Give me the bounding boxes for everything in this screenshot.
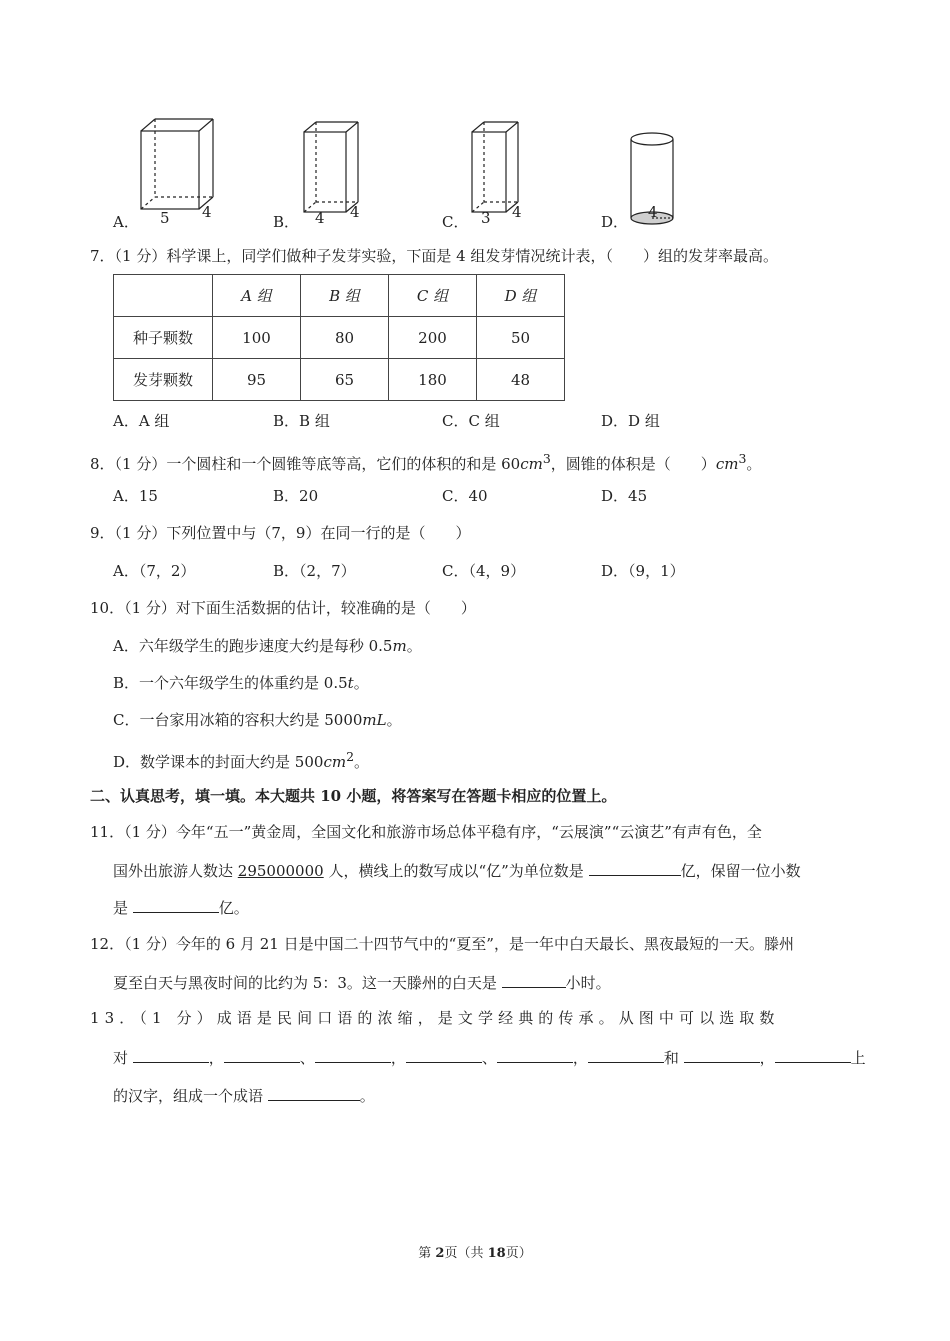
q10-c-post: 。: [386, 711, 402, 729]
q9-stem: 9．（1 分）下列位置中与（7，9）在同一行的是（ ）: [90, 524, 471, 542]
q7-table: [113, 274, 565, 401]
figure-a-bottom-dim: 5: [160, 209, 170, 227]
q8-option-c[interactable]: C．40: [442, 487, 488, 505]
q10-c-pre: C．一台家用冰箱的容积大约是 5000: [113, 711, 363, 729]
q10-a-post: 。: [406, 637, 422, 655]
footer-pre: 第: [418, 1246, 436, 1261]
q9-option-a[interactable]: A．（7，2）: [113, 562, 196, 580]
q13-blank-7[interactable]: [684, 1046, 760, 1063]
q9-option-b[interactable]: B．（2，7）: [273, 562, 356, 580]
figure-c-bottom-dim: 3: [481, 209, 491, 227]
figure-d-letter: D．: [601, 213, 629, 231]
q8-option-d[interactable]: D．45: [601, 487, 648, 505]
q11-l2-a: 国外出旅游人数达: [113, 862, 238, 880]
q11-line-1: 11．（1 分）今年“五一”黄金周，全国文化和旅游市场总体平稳有序，“云展演”“云演艺”有声有色，全: [90, 823, 762, 841]
q8-stem-b: ，圆锥的体积是（ ）: [550, 455, 716, 473]
footer-total: 18: [487, 1246, 506, 1261]
table-cell: 发芽颗数: [114, 359, 213, 401]
q11-blank-2[interactable]: [133, 896, 219, 913]
table-row: [114, 317, 565, 359]
q13-sep-6: 和: [663, 1049, 684, 1067]
q9-option-c[interactable]: C．（4，9）: [442, 562, 526, 580]
q13-l3-a: 的汉字，组成一个成语: [113, 1087, 268, 1105]
footer-post: 页）: [505, 1246, 532, 1261]
table-cell: 50: [477, 317, 565, 359]
q7-option-c[interactable]: C．C 组: [442, 412, 500, 430]
q8-sup: 3: [542, 451, 551, 466]
q13-blank-2[interactable]: [224, 1046, 300, 1063]
table-cell: 种子颗数: [114, 317, 213, 359]
q8-stem: [90, 449, 761, 474]
q13-sep-3: ，: [390, 1049, 406, 1067]
table-row: [114, 359, 565, 401]
q8-unit: cm: [520, 455, 543, 473]
q13-l2-end: 上: [850, 1049, 866, 1067]
section-2-heading: 二、认真思考，填一填。本大题共 10 小题，将答案写在答题卡相应的位置上。: [90, 787, 617, 805]
q13-line-3: [113, 1084, 375, 1106]
q9-option-d[interactable]: D．（9，1）: [601, 562, 685, 580]
table-cell: 65: [301, 359, 389, 401]
q10-stem: 10．（1 分）对下面生活数据的估计，较准确的是（ ）: [90, 599, 476, 617]
q13-sep-7: ，: [759, 1049, 775, 1067]
q12-l2-a: 夏至白天与黑夜时间的比约为 5：3。这一天滕州的白天是: [113, 974, 502, 992]
q10-b-post: 。: [353, 674, 369, 692]
q7-option-d[interactable]: D．D 组: [601, 412, 660, 430]
q10-option-c[interactable]: [113, 710, 402, 730]
q12-l2-b: 小时。: [565, 974, 611, 992]
figure-b-bottom-dim: 4: [315, 209, 325, 227]
footer-mid: 页（共: [444, 1246, 488, 1261]
table-row: [114, 275, 565, 317]
page-footer: [0, 1244, 950, 1264]
q12-blank[interactable]: [502, 971, 566, 988]
q10-option-a[interactable]: [113, 636, 422, 656]
q10-d-post: 。: [354, 753, 370, 771]
q11-line-3: [113, 896, 249, 918]
q13-l3-b: 。: [359, 1087, 375, 1105]
q10-d-sup: 2: [346, 749, 355, 764]
q10-b-unit: t: [347, 674, 354, 692]
table-header-cell: D 组: [477, 275, 565, 317]
table-header-cell: B 组: [301, 275, 389, 317]
table-cell: 180: [389, 359, 477, 401]
q13-l2-a: 对: [113, 1049, 133, 1067]
q11-l3-a: 是: [113, 899, 133, 917]
q11-l2-b: 人，横线上的数写成以“亿”为单位数是: [323, 862, 589, 880]
q8-option-a[interactable]: A．15: [113, 487, 158, 505]
q13-sep-4: 、: [481, 1049, 497, 1067]
q13-sep-5: ，: [572, 1049, 588, 1067]
figure-b-letter: B．: [273, 213, 300, 231]
q11-line-2: [113, 859, 801, 881]
q12-line-1: 12．（1 分）今年的 6 月 21 日是中国二十四节气中的“夏至”，是一年中白天最长、黑夜最短的一天。滕州: [90, 935, 794, 953]
q8-option-b[interactable]: B．20: [273, 487, 319, 505]
q10-c-unit: mL: [362, 711, 387, 729]
q7-stem: 7．（1 分）科学课上，同学们做种子发芽实验，下面是 4 组发芽情况统计表，（ ）组的发芽率最高。: [90, 247, 778, 265]
q10-d-unit: cm: [323, 753, 347, 771]
table-cell: 95: [213, 359, 301, 401]
figure-a-side-dim: 4: [202, 203, 212, 221]
q13-blank-4[interactable]: [406, 1046, 482, 1063]
q8-stem-a: 8．（1 分）一个圆柱和一个圆锥等底等高，它们的体积的和是 60: [90, 455, 521, 473]
q11-l3-b: 亿。: [218, 899, 249, 917]
figure-a-letter: A．: [113, 213, 139, 231]
q13-blank-5[interactable]: [497, 1046, 573, 1063]
q10-b-pre: B．一个六年级学生的体重约是 0.5: [113, 674, 348, 692]
q8-end: 。: [746, 455, 762, 473]
q8-sup-2: 3: [738, 451, 747, 466]
figure-b-side-dim: 4: [350, 203, 360, 221]
q8-unit-2: cm: [715, 455, 739, 473]
q13-blank-8[interactable]: [775, 1046, 851, 1063]
q7-option-a[interactable]: A．A 组: [113, 412, 170, 430]
q13-line-2: [113, 1046, 866, 1068]
q11-l2-c: 亿，保留一位小数: [680, 862, 801, 880]
table-cell: 200: [389, 317, 477, 359]
q11-number: 295000000: [237, 862, 324, 880]
figure-d-radius: 4: [648, 203, 658, 221]
table-header-cell: C 组: [389, 275, 477, 317]
figure-c-letter: C．: [442, 213, 469, 231]
q13-sep-1: ，: [208, 1049, 224, 1067]
q13-blank-6[interactable]: [588, 1046, 664, 1063]
q13-blank-idiom[interactable]: [268, 1084, 360, 1101]
q10-d-pre: D．数学课本的封面大约是 500: [113, 753, 324, 771]
figure-c-side-dim: 4: [512, 203, 522, 221]
q10-option-b[interactable]: [113, 673, 369, 693]
q11-blank-1[interactable]: [589, 859, 681, 876]
q10-a-pre: A．六年级学生的跑步速度大约是每秒 0.5: [113, 637, 393, 655]
footer-page: 2: [435, 1246, 445, 1261]
q12-line-2: [113, 971, 611, 993]
q13-line-1: 13．（1 分）成语是民间口语的浓缩，是文学经典的传承。从图中可以选取数: [90, 1009, 780, 1027]
table-cell: 100: [213, 317, 301, 359]
table-header-cell: A 组: [213, 275, 301, 317]
table-cell: [114, 275, 213, 317]
figure-a-cuboid: [135, 115, 225, 215]
q13-blank-3[interactable]: [315, 1046, 391, 1063]
q7-option-b[interactable]: B．B 组: [273, 412, 330, 430]
q10-a-unit: m: [392, 637, 407, 655]
table-cell: 48: [477, 359, 565, 401]
q10-option-d[interactable]: [113, 747, 369, 772]
table-cell: 80: [301, 317, 389, 359]
q13-blank-1[interactable]: [133, 1046, 209, 1063]
q13-sep-2: 、: [299, 1049, 315, 1067]
